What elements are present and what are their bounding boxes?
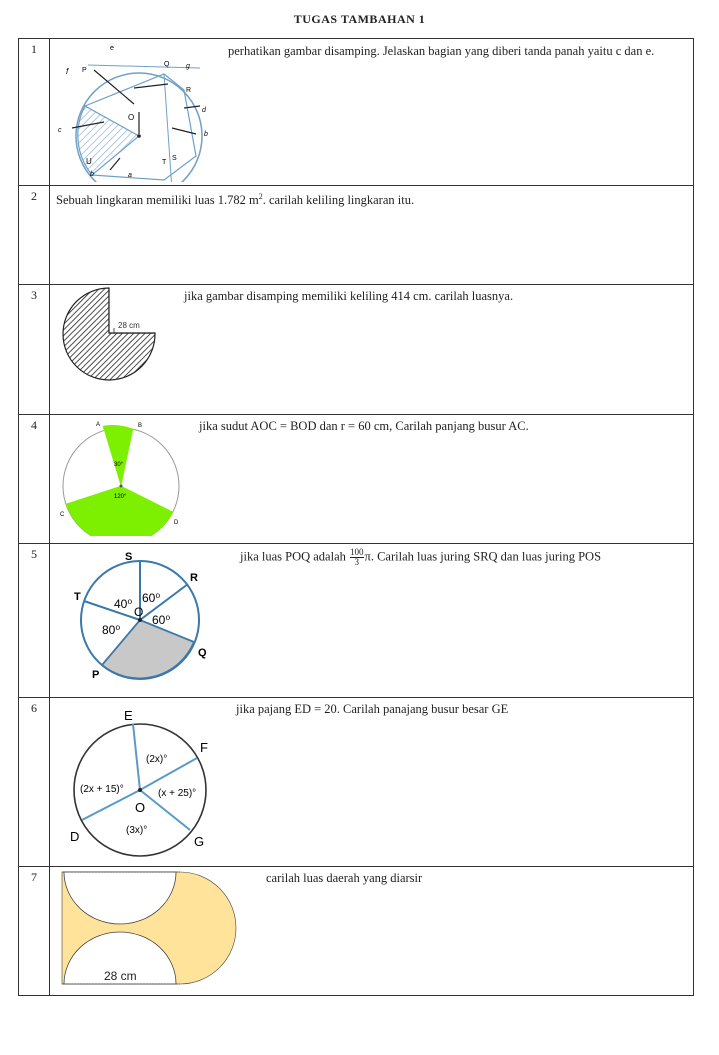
row-divider	[18, 185, 694, 186]
label-c: c	[58, 127, 62, 134]
label-f: f	[66, 67, 69, 76]
question-text: carilah luas daerah yang diarsir	[266, 871, 423, 885]
label-d: d	[202, 107, 206, 114]
label-t: T	[74, 591, 81, 603]
label-s: S	[125, 551, 133, 563]
sectors-pos-figure	[60, 546, 220, 686]
label-e: E	[124, 708, 133, 723]
angle-label-3x: (3x)°	[126, 825, 148, 836]
label-q: Q	[198, 647, 207, 659]
label-f: F	[200, 740, 208, 755]
label-e: e	[110, 45, 114, 52]
angle-label-60-top: 60⁰	[142, 591, 161, 605]
label-o: O	[135, 800, 146, 815]
angle-label-x-25: (x + 25)°	[158, 788, 197, 799]
label-t: T	[162, 159, 167, 166]
label-r: R	[186, 87, 192, 94]
angle-label-80: 80⁰	[102, 623, 121, 637]
three-quarter-circle-figure	[56, 286, 166, 386]
angle-label-2x: (2x)°	[146, 754, 168, 765]
question-text: jika pajang ED = 20. Carilah panajang busur besar GE	[236, 702, 509, 716]
shaded-region-figure	[60, 868, 244, 990]
label-r: R	[190, 572, 198, 584]
radius-label: 28 cm	[118, 321, 140, 330]
label-p: P	[92, 669, 100, 681]
side-length-label: 28 cm	[104, 969, 137, 983]
label-c: C	[60, 512, 65, 518]
row-number: 5	[31, 547, 37, 561]
question-text: jika sudut AOC = BOD dan r = 60 cm, Carilah panjang busur AC.	[199, 419, 529, 433]
row-divider	[18, 866, 694, 867]
angle-label-120: 120°	[114, 494, 127, 500]
label-b-right: b	[204, 131, 208, 138]
angle-label-30: 30°	[114, 462, 124, 468]
row-divider	[18, 284, 694, 285]
angle-label-2x-15: (2x + 15)°	[80, 784, 124, 795]
label-a: a	[128, 172, 132, 179]
circle-parts-figure	[54, 40, 224, 182]
label-b-bottom: b	[90, 171, 94, 178]
label-o: O	[134, 605, 144, 619]
row-divider	[18, 697, 694, 698]
label-d: D	[174, 520, 179, 526]
row-number: 3	[31, 288, 37, 302]
label-d: D	[70, 829, 80, 844]
row-number: 7	[31, 870, 37, 884]
question-text: perhatikan gambar disamping. Jelaskan bagian yang diberi tanda panah yaitu c dan e.	[228, 44, 655, 58]
question-text: jika gambar disamping memiliki keliling 414 cm. carilah luasnya.	[184, 289, 514, 303]
column-divider	[49, 38, 50, 996]
row-divider	[18, 414, 694, 415]
row-number: 1	[31, 42, 37, 56]
label-b: B	[138, 423, 143, 429]
row-number: 2	[31, 189, 37, 203]
angle-label-40: 40⁰	[114, 597, 133, 611]
label-o: O	[128, 113, 135, 122]
label-q: Q	[164, 61, 170, 68]
label-u: U	[86, 157, 92, 166]
label-g: g	[186, 63, 190, 70]
angle-label-60-right: 60⁰	[152, 613, 171, 627]
label-p: P	[82, 67, 87, 74]
row-divider	[18, 543, 694, 544]
question-text: jika luas POQ adalah $\frac{100}{3}$ π. Carilah luas juring SRQ dan luas juring POS	[240, 547, 602, 567]
label-a: A	[96, 422, 101, 428]
row-number: 4	[31, 418, 37, 432]
fraction: $\frac{100}{3}$	[350, 547, 364, 567]
sectors-x-figure	[60, 700, 230, 860]
label-g: G	[194, 834, 205, 849]
page-title: TUGAS TAMBAHAN 1	[293, 12, 426, 26]
question-text: Sebuah lingkaran memiliki luas 1.782 $m^2$. carilah keliling lingkaran itu.	[56, 192, 415, 208]
green-sectors-figure	[60, 418, 186, 536]
label-s: S	[172, 155, 177, 162]
row-number: 6	[31, 701, 37, 715]
